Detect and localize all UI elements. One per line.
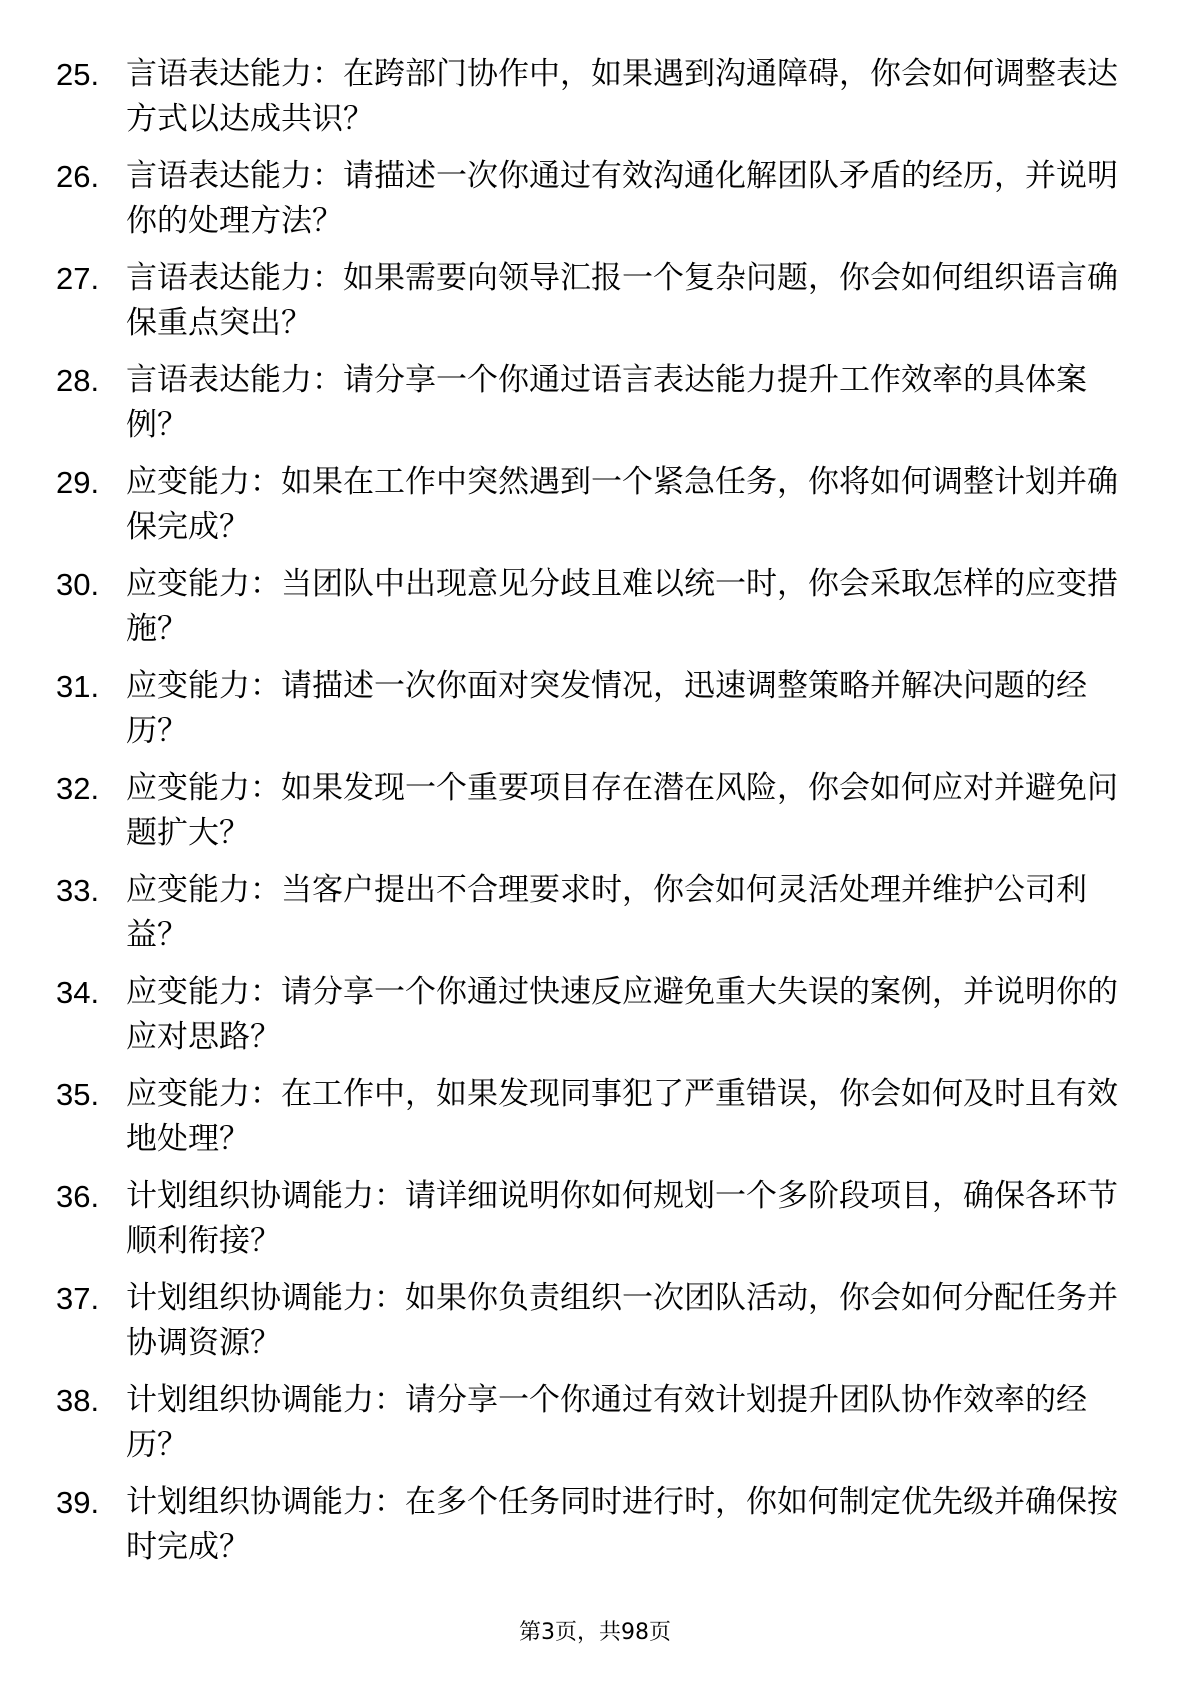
question-text: 言语表达能力：请描述一次你通过有效沟通化解团队矛盾的经历，并说明你的处理方法？ — [126, 158, 1118, 239]
question-text: 应变能力：当团队中出现意见分歧且难以统一时，你会采取怎样的应变措施？ — [126, 566, 1118, 647]
question-number: 28. — [56, 363, 100, 398]
question-item — [56, 1276, 1136, 1366]
question-text: 应变能力：如果在工作中突然遇到一个紧急任务，你将如何调整计划并确保完成？ — [126, 464, 1118, 545]
question-text: 言语表达能力：请分享一个你通过语言表达能力提升工作效率的具体案例？ — [126, 362, 1087, 443]
question-item — [56, 256, 1136, 346]
question-item — [56, 664, 1136, 754]
question-text: 计划组织协调能力：请详细说明你如何规划一个多阶段项目，确保各环节顺利衔接？ — [126, 1178, 1118, 1259]
question-number: 27. — [56, 261, 100, 296]
question-list — [56, 52, 1136, 1582]
question-number: 31. — [56, 669, 100, 704]
question-item — [56, 1378, 1136, 1468]
question-text: 应变能力：如果发现一个重要项目存在潜在风险，你会如何应对并避免问题扩大？ — [126, 770, 1118, 851]
question-number: 38. — [56, 1383, 100, 1418]
page-footer: 第3页，共98页 — [519, 1620, 671, 1645]
question-text: 计划组织协调能力：在多个任务同时进行时，你如何制定优先级并确保按时完成？ — [126, 1484, 1118, 1565]
question-item — [56, 1480, 1136, 1570]
question-number: 34. — [56, 975, 100, 1010]
question-text: 应变能力：当客户提出不合理要求时，你会如何灵活处理并维护公司利益？ — [126, 872, 1087, 953]
question-item — [56, 154, 1136, 244]
question-text: 言语表达能力：如果需要向领导汇报一个复杂问题，你会如何组织语言确保重点突出？ — [126, 260, 1118, 341]
question-item — [56, 868, 1136, 958]
question-number: 30. — [56, 567, 100, 602]
question-item — [56, 358, 1136, 448]
question-number: 39. — [56, 1485, 100, 1520]
question-text: 计划组织协调能力：请分享一个你通过有效计划提升团队协作效率的经历？ — [126, 1382, 1087, 1463]
question-text: 言语表达能力：在跨部门协作中，如果遇到沟通障碍，你会如何调整表达方式以达成共识？ — [126, 56, 1118, 137]
question-number: 29. — [56, 465, 100, 500]
question-number: 33. — [56, 873, 100, 908]
question-number: 26. — [56, 159, 100, 194]
question-number: 35. — [56, 1077, 100, 1112]
question-text: 计划组织协调能力：如果你负责组织一次团队活动，你会如何分配任务并协调资源？ — [126, 1280, 1118, 1361]
question-number: 37. — [56, 1281, 100, 1316]
question-item — [56, 1174, 1136, 1264]
question-text: 应变能力：在工作中，如果发现同事犯了严重错误，你会如何及时且有效地处理？ — [126, 1076, 1118, 1157]
question-item — [56, 970, 1136, 1060]
question-item — [56, 1072, 1136, 1162]
question-text: 应变能力：请分享一个你通过快速反应避免重大失误的案例，并说明你的应对思路？ — [126, 974, 1118, 1055]
question-item — [56, 52, 1136, 142]
question-item — [56, 766, 1136, 856]
question-number: 36. — [56, 1179, 100, 1214]
question-number: 25. — [56, 57, 100, 92]
question-number: 32. — [56, 771, 100, 806]
question-text: 应变能力：请描述一次你面对突发情况，迅速调整策略并解决问题的经历？ — [126, 668, 1087, 749]
question-item — [56, 460, 1136, 550]
question-item — [56, 562, 1136, 652]
